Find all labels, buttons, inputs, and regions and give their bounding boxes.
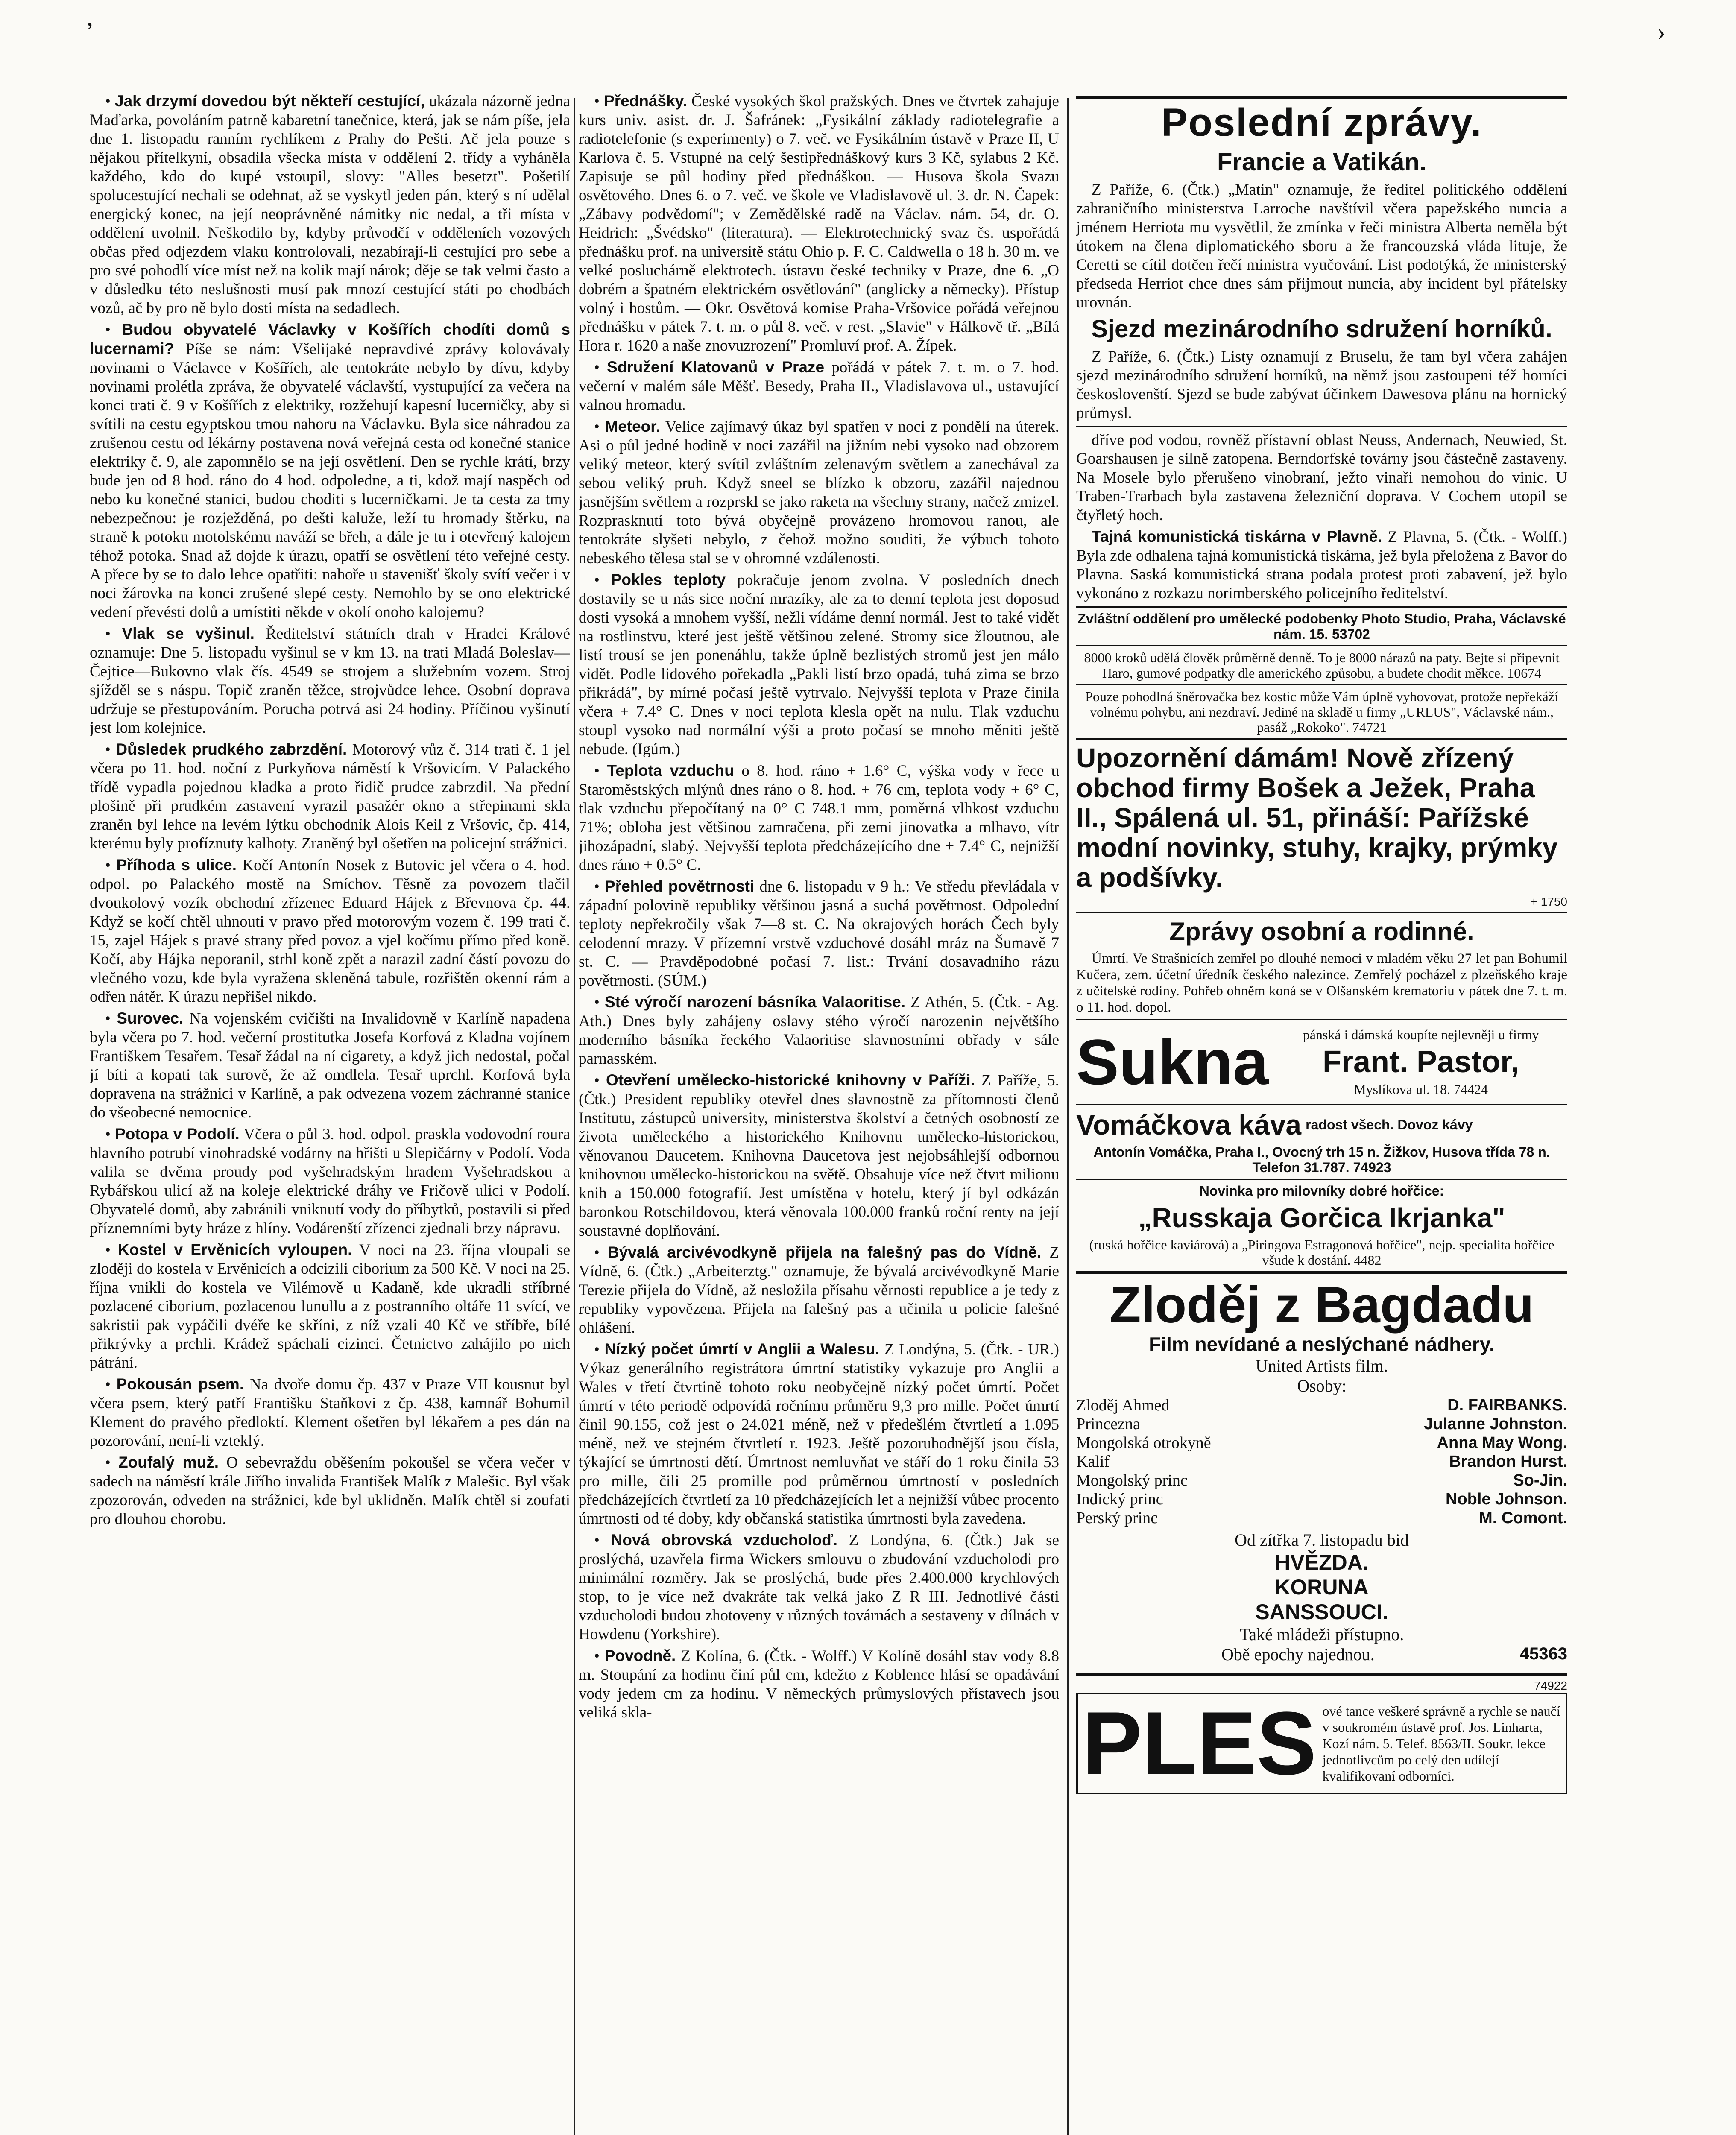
cast-actor: So-Jin. [1513, 1471, 1567, 1489]
column-rule-1 [574, 98, 575, 2135]
cast-actor: Noble Johnson. [1446, 1490, 1567, 1508]
news-item-text: Píše se nám: Všelijaké nepravdivé zprávy kolovávaly novinami o Václavce v Košířích, ale tentokráte nebylo by dívu, kdyby novinami prolétla zpráva, že obyvatelé václavští, vystupující za večera na konci trati č. 9 v Košířích z elektriky, rozžehují kapesní lucerničky, aby si svítili na cestu egyptskou tmou nahoru na Václavku. Byla sice náhradou za zrušenou cestu od lékárny postavena nová veřejná cesta od konečné stanice elektriky č. 9, ale zapomnělo se na její osvětlení. Den se rychle krátí, brzy bude jen od 8 hod. ráno do 4 hod. odpoledne, a ti, kdož mají naspěch od nebo ku konečné stanici, budou choditi s lucerničkami. Je ta cesta za tmy nebezpečnou: je rozježděná, po dešti kaluže, leží tu hromady štěrku, na straně k potoku motolskému naváží se břeh, a dále je tu i otevřený kalojem téhož potoka. Snad až dojde k úrazu, opatří se osvětlení této veřejné cesty. A přece by se to dalo lehce opatřiti: nahoře u stavenišť školy svítí večer i v noci žárovka na konci zrušené slepé cesty. Nemohlo by se ono elektrické vedení převésti dolů a umístiti někde v okolí onoho kalojemu? [90, 340, 570, 621]
cast-role: Kalif [1076, 1453, 1110, 1471]
cast-row [1076, 1396, 1567, 1415]
news-item-text: Kočí Antonín Nosek z Butovic jel včera o 4. hod. odpol. po Palackého mostě na Smíchov. Těsně za povozem tlačil dvoukolový vozík obchodní zřízenec Eduard Hájek z Břevnova čp. 44. Když se kočí chtěl uhnouti v pravo před motorovým vozem č. 199 trati č. 15, zajel Hájek s pravé strany před povoz a vjel kočímu přímo před koně. Kočí, aby Hájka neporanil, strhl koně zpět a narazil zadní částí povozu do vlečného vozu, kde byla vyražena skleněná tabule, rozřištěn okenní rám a odřen nátěr. K úrazu nepřišel nikdo. [90, 857, 570, 1006]
divider [1076, 606, 1567, 608]
news-item-heading: Otevření umělecko-historické knihovny v Paříži. [606, 1071, 975, 1089]
news-item: • Pokles teploty pokračuje jenom zvolna. V posledních dnech dostavily se u nás sice noční mrazíky, ale za to denní teplota jest doposud dosti vysoká a mnohem vyšší, nežli vídáme denní normál. Jest to také vidět na rostlinstvu, které jest ještě většinou zelené. Stromy sice žloutnou, ale listí trousí se jen ponenáhlu, takže úplně bezlistých stromů jest jen málo vidět. Podle lidového pořekadla „Pakli listí brzo opadá, tuhá zima se brzo přikrádá", by mírné počasí ještě vytrvalo. Nejvyšší teplota v Praze činila včera + 7.4° C. Dnes v noci teplota klesla opět na nulu. Tlak vzduchu stoupl vysoko nad normální výši a proto počasí se mnoho měniti ještě nebude. (Igúm.) [579, 571, 1059, 758]
ad-haro-number: 10674 [1507, 665, 1542, 681]
story-plauen [1076, 527, 1567, 603]
ad-ples-word: PLES [1082, 1693, 1317, 1793]
divider [1076, 1271, 1567, 1274]
news-section-title: Poslední zprávy. [1161, 101, 1482, 144]
story-title-miners: Sjezd mezinárodního sdružení horníků. [1091, 315, 1552, 343]
news-item: • Důsledek prudkého zabrzdění. Motorový vůz č. 314 trati č. 1 jel včera po 11. hod. noční z Purkyňova náměstí k Vršovicím. V Palackého třídě vypadla pojednou kladka a proto řidič prudce zabrzdil. Na přední plošině při prudkém zastavení vyrazil pasažér okno a střepinami skla zraněn byl lehce na levém lýtku obchodník Alois Keil z Vršovic, čp. 414, kterému byly profíznuty kalhoty. Zraněný byl ošetřen na policejní strážnici. [90, 740, 570, 852]
ad-photo-text: Zvláštní oddělení pro umělecké podobenky Photo Studio, Praha, Václavské nám. 15. [1077, 611, 1566, 642]
ad-kava-addr [1076, 1144, 1567, 1175]
news-item: • Vlak se vyšinul. Ředitelství státních drah v Hradci Králové oznamuje: Dne 5. listopadu vyšinul se v km 13. na trati Mladá Boleslav—Čejtice—Bukovno vlak čís. 4549 se strojem a služebním vozem. Stroj sjížděl se s náspu. Topič zraněn těžce, strojvůdce lehce. Osobní doprava udržuje se přestupováním. Porucha potrvá asi 24 hodiny. Příčinou vyšinutí jest lom kolejnice. [90, 625, 570, 737]
ad-photo [1076, 611, 1567, 642]
news-item-heading: Jak drzymí dovedou být někteří cestující, [115, 92, 425, 110]
news-item-heading: Zoufalý muž. [118, 1454, 219, 1471]
cast-role: Mongolský princ [1076, 1471, 1188, 1489]
cast-row [1076, 1490, 1567, 1509]
corner-mark-right: › [1657, 18, 1666, 46]
column-middle [579, 92, 1059, 2135]
film-cast-list [1076, 1396, 1567, 1527]
film-subtitle: Film nevídané a neslýchané nádhery. [1149, 1333, 1495, 1355]
film-date: Od zítřka 7. listopadu bid [1235, 1530, 1409, 1550]
ad-gorcica-bottom [1076, 1237, 1567, 1268]
cast-row [1076, 1415, 1567, 1433]
film-note-2: Obě epochy najednou. [1221, 1645, 1375, 1664]
cast-actor: Anna May Wong. [1437, 1434, 1567, 1452]
ad-sukna-word: Sukna [1076, 1026, 1269, 1098]
divider [1076, 1019, 1567, 1020]
news-item-heading: Meteor. [605, 418, 660, 435]
news-item-text: Motorový vůz č. 314 trati č. 1 jel včera po 11. hod. noční z Purkyňova náměstí k Vršovicím. V Palackého třídě vypadla pojednou kladka a proto řidič prudce zabrzdil. Na přední plošině při prudkém zastavení vyrazil pasažér okno a střepinami skla zraněn byl lehce na levém lýtku obchodník Alois Keil z Vršovic, čp. 414, kterému byly profíznuty kalhoty. Zraněný byl ošetřen na policejní strážnici. [90, 741, 570, 852]
news-item-heading: Teplota vzduchu [607, 762, 734, 779]
ad-kava-addr-text: Antonín Vomáčka, Praha I., Ovocný trh 15 n. Žižkov, Husova třída 78 n. Telefon 31.787. [1093, 1144, 1550, 1175]
news-item-text: Na dvoře domu čp. 437 v Praze VII kousnut byl včera psem, který patří Františku Staňkovi z čp. 438, kamnář Bohumil Klement do pravého předloktí. Klement ošetřen byl lékařem a pes dán na pozorování, není-li vzteklý. [90, 1376, 570, 1450]
news-item-text: Z Vídně, 6. (Čtk.) „Arbeiterztg." oznamuje, že bývalá arcivévodkyně Marie Terezie přijela do Vídně, až nesložila přísahu věrnosti republice a je tedy z republiky vypovězena. Přijela na falešný pas a učinila u policie falešné ohlášení. [579, 1244, 1059, 1337]
ad-kava [1076, 1108, 1567, 1141]
story-text-miners: Z Paříže, 6. (Čtk.) Listy oznamují z Bruselu, že tam byl včera zahájen sjezd mezinárodního sdružení horníků, na němž jsou zastoupeni též horníci českoslovenští. Sjezd se bude zabývat účinkem Dawesova plánu na hornický průmysl. [1076, 348, 1567, 422]
cast-role: Princezna [1076, 1415, 1140, 1433]
divider [1076, 1179, 1567, 1180]
news-item-heading: Sté výročí narození básníka Valaoritise. [604, 993, 906, 1011]
ad-corset-number: 74721 [1352, 719, 1387, 735]
news-item: • Bývalá arcivévodkyně přijela na falešný pas do Vídně. Z Vídně, 6. (Čtk.) „Arbeiterztg." oznamuje, že bývalá arcivévodkyně Marie Terezie přijela do Vídně, až nesložila přísahu věrnosti republice a je tedy z republiky vypovězena. Přijela na falešný pas a učinila u policie falešné ohlášení. [579, 1243, 1059, 1337]
cinema-name: SANSSOUCI. [1255, 1600, 1388, 1624]
divider [1076, 1673, 1567, 1676]
news-item: • Nízký počet úmrtí v Anglii a Walesu. Z Londýna, 5. (Čtk. - UR.) Výkaz generálního registrátora úmrtní statistiky vykazuje pro Anglii a Wales v třetí čtvrtině tohoto roku neobyčejně nízký počet úmrtí. Počet úmrtí v této periodě odpovídá ročnímu průměru 9,3 pro mille. Počet úmrtí činil 90.155, což jest o 24.021 méně, než v předešlém čtvrtletí a 1.095 méně, než ve stejném čtvrtletí r. 1923. Ještě pozoruhodnější jsou čísla, týkající se úmrtnosti dětí. Úmrtnost nemluvňat ve stáří do 1 roku činila 53 pro mille, čili 25 promille pod průměrnou úmrtností v posledních předcházejících čtvrtletí za 10 předcházejících let a nejnižší vůbec procento úmrtnosti od té doby, kdy občanská statistika úmrtnosti byla zavedena. [579, 1340, 1059, 1527]
news-item-heading: Sdružení Klatovanů v Praze [607, 358, 825, 376]
news-item-heading: Budou obyvatelé Václavky v Košířích chodíti domů s lucernami? [90, 321, 570, 357]
story-title-vatican: Francie a Vatikán. [1217, 148, 1427, 176]
divider [1076, 738, 1567, 740]
personal-title: Zprávy osobní a rodinné. [1169, 917, 1474, 946]
cast-row [1076, 1433, 1567, 1452]
divider [1076, 912, 1567, 913]
personal-text: Úmrtí. Ve Strašnicích zemřel po dlouhé nemoci v mladém věku 27 let pan Bohumil Kučera, zem. účetní úředník českého nalezince. Zemřelý pocházel z plzeňského kraje z učitelské rodiny. Pohřeb ohněm koná se v Olšanském krematoriu v pátek dne 7. t. m. o 11. hod. dopol. [1076, 951, 1567, 1015]
cast-row [1076, 1509, 1567, 1527]
news-item-text: Ředitelství státních drah v Hradci Králové oznamuje: Dne 5. listopadu vyšinul se v km 13. na trati Mladá Boleslav—Čejtice—Bukovno vlak čís. 4549 se strojem a služebním vozem. Stroj sjížděl se s náspu. Topič zraněn těžce, strojvůdce lehce. Osobní doprava udržuje se přestupováním. Porucha potrvá asi 24 hodiny. Příčinou vyšinutí jest lom kolejnice. [90, 625, 570, 737]
cast-role: Zloděj Ahmed [1076, 1396, 1170, 1414]
cast-actor: Julanne Johnston. [1424, 1415, 1567, 1433]
film-title: Zloděj z Bagdadu [1110, 1276, 1534, 1334]
ad-kava-name: Vomáčkova káva [1076, 1109, 1302, 1141]
ad-gorcica-top: Novinka pro milovníky dobré hořčice: [1199, 1183, 1444, 1199]
ad-sukna-side: pánská i dámská koupíte nejlevněji u firmy [1303, 1027, 1539, 1042]
news-item-heading: Přehled povětrnosti [605, 877, 755, 895]
film-note-row [1076, 1644, 1567, 1664]
cast-actor: Brandon Hurst. [1449, 1453, 1567, 1471]
news-item-heading: Nová obrovská vzducholoď. [611, 1531, 838, 1549]
ad-corset-text: Pouze pohodlná šněrovačka bez kostic může Vám úplně vyhovovat, protože nepřekáží volnému pohybu, ani nezdraví. Jediné na skladě u firmy „URLUS", Václavské nám., pasáž „Rokoko". [1085, 689, 1558, 735]
news-item-text: o 8. hod. ráno + 1.6° C, výška vody v řece u Staroměstských mlýnů dnes ráno o 8. hod. + 76 cm, teplota vody + 6° C, tlak vzduchu přepočítaný na 0° C 748.1 mm, poměrná vlhkost vzduchu 71%; obloha jest většinou zamračena, při zemi jinovatka a mlhavo, vítr jihozápadní, slabý. Nejvyšší teplota předcházejícího dne + 7.4° C, nejnižší dnes ráno + 0.5° C. [579, 762, 1059, 874]
ad-ples [1076, 1693, 1567, 1794]
news-item-heading: Důsledek prudkého zabrzdění. [116, 740, 347, 758]
flood-continued: dříve pod vodou, rovněž přístavní oblast Neuss, Andernach, Neuwied, St. Goarshausen je silně zatopena. Berndorfské továrny jsou částečně zastaveny. Na Mosele bylo přerušeno vinobraní, ježto vinaři nemohou do vinic. U Traben-Trarbach byla zastavena železniční doprava. V Cochem utopil se čtyřletý hoch. [1076, 431, 1567, 524]
news-item-heading: Pokousán psem. [116, 1375, 244, 1393]
news-item: • Přednášky. České vysokých škol pražských. Dnes ve čtvrtek zahajuje kurs univ. asist. dr. J. Šafránek: „Fysikální základy radiotelegrafie a radiotelefonie (s experimenty) o 7. več. ve Fysikálním ústavě v Praze II, U Karlova č. 5. Vstupné na celý šestipřednáškový kurs 3 Kč, sylabus 2 Kč. Zapisuje se půl hodiny před přednáškou. — Husova škola Svazu osvětového. Dnes 6. o 7. več. ve škole ve Vladislavově ul. 3. dr. N. Čapek: „Zábavy podvědomí"; v Zemědělské radě na Václav. nám. 54, dr. O. Heidrich: „Švédsko" (literatura). — Elektrotechnický svaz čs. uspořádá přednášku prof. na universitě státu Ohio p. F. C. Caldwella o 18 h. 30 m. ve velké posluchárně elektrotech. ústavu české techniky v Praze, dne 6. „O dobrém a špatném elektrickém osvětlování" (anglicky a německy). Přístup volný i hostům. — Okr. Osvětová komise Praha-Vršovice pořádá veřejnou přednášku v pátek 7. t. m. o půl 8. več. v rest. „Slavie" v Hálkově tř. „Bílá Hora r. 1620 a naše znovuzrození" Promluví prof. A. Žípek. [579, 92, 1059, 354]
divider [1076, 684, 1567, 685]
news-item-heading: Bývalá arcivévodkyně přijela na falešný pas do Vídně. [607, 1243, 1042, 1261]
cinema-name: HVĚZDA. [1275, 1550, 1369, 1574]
top-rule [1076, 96, 1567, 99]
ad-gorcica-bottom-text: (ruská hořčice kaviárová) a „Piringova Estragonová hořčice", nejp. specialita hořčice všude k dostání. [1089, 1237, 1554, 1268]
news-item: • Budou obyvatelé Václavky v Košířích chodíti domů s lucernami? Píše se nám: Všelijaké nepravdivé zprávy kolovávaly novinami o Václavce v Košířích, ale tentokráte nebylo by dívu, kdyby novinami prolétla zpráva, že obyvatelé václavští, vystupující za večera na konci trati č. 9 v Košířích z elektriky, rozžehují kapesní lucerničky, aby si svítili na cestu egyptskou tmou nahoru na Václavku. Byla sice náhradou za zrušenou cestu od lékárny postavena nová veřejná cesta od konečné stanice elektriky č. 9, ale zapomnělo se na její osvětlení. Den se rychle krátí, brzy bude jen od 8 hod. ráno do 4 hod. odpoledne, a ti, kdož mají naspěch od nebo ku konečné stanici, budou choditi s lucerničkami. Je ta cesta za tmy nebezpečnou: je rozježděná, po dešti kaluže, leží tu hromady štěrku, na straně k potoku motolskému naváží se břeh, a dále je tu i otevřený kalojem téhož potoka. Snad až dojde k úrazu, opatří se osvětlení této veřejné cesty. A přece by se to dalo lehce opatřiti: nahoře u stavenišť školy svítí večer i v noci žárovka na konci zrušené slepé cesty. Nemohlo by se ono elektrické vedení převésti dolů a umístiti někde v okolí onoho kalojemu? [90, 321, 570, 621]
column-rule-2 [1067, 98, 1069, 2135]
news-item: • Surovec. Na vojenském cvičišti na Invalidovně v Karlíně napadena byla včera po 7. hod. večerní prostitutka Josefa Korfová z Kladna vojínem Františkem Tesařem. Tesař žádal na ní cigarety, a když jich nedostal, počal jí bíti a kopati tak surově, že až omdlela. Tesař uprchl. Korfová byla dopravena na strážnici v Karlíně, a pak odvezena vozem záchranné stanice do všeobecné nemocnice. [90, 1009, 570, 1121]
news-item-text: V noci na 23. října vloupali se zloději do kostela v Ervěnicích a odcizili ciborium za 500 Kč. V noci na 25. října vnikli do kostela ve Vilémově u Kadaně, kde ukradli stříbrné pozlacené ciborium, pozlacenou lunullu a z postranního oltáře 11 svící, ve sakristii pak vypáčili dvéře ke skříni, z níž vzali 40 Kč ve stříbře, bílé přikrývky a prchli. Krádež spáchali cizinci. Četnictvo zahájilo po nich pátrání. [90, 1241, 570, 1372]
news-item-text: Z Londýna, 5. (Čtk. - UR.) Výkaz generálního registrátora úmrtní statistiky vykazuje pro Anglii a Wales v třetí čtvrtině tohoto roku neobyčejně nízký počet úmrtí. Počet úmrtí v této periodě odpovídá ročnímu průměru 9,3 pro mille. Počet úmrtí činil 90.155, což jest o 24.021 méně, než v předešlém čtvrtletí a 1.095 méně, než ve stejném čtvrtletí r. 1923. Ještě pozoruhodnější jsou čísla, týkající se úmrtnosti dětí. Úmrtnost nemluvňat ve stáří do 1 roku činila 53 pro mille, čili 25 promille pod průměrnou úmrtností v posledních předcházejících čtvrtletí za 10 předcházejících let a nejnižší vůbec procento úmrtnosti od té doby, kdy občanská statistika úmrtnosti byla zavedena. [579, 1341, 1059, 1527]
film-cast-label: Osoby: [1297, 1376, 1347, 1395]
cinema-name: KORUNA [1275, 1575, 1369, 1599]
film-studio: United Artists film. [1256, 1356, 1388, 1375]
news-item-heading: Vlak se vyšinul. [122, 625, 255, 642]
story-plauen-heading: Tajná komunistická tiskárna v Plavně. [1092, 528, 1382, 545]
story-text-vatican: Z Paříže, 6. (Čtk.) „Matin" oznamuje, že ředitel politického oddělení zahraničního ministerstva Larroche navštívil včera papežského nuncia a jménem Herriota mu vysvětlil, že zmínka v řeči ministra Alberta neměla být útokem na člena diplomatického sboru a že francouzská vláda lituje, že Ceretti se cítil dotčen řečí ministra vyučování. List podotýká, že ministerský předseda Herriot chce dnes sám přijmout nuncia, aby incident byl přátelsky urovnán. [1076, 181, 1567, 311]
news-item: • Teplota vzduchu o 8. hod. ráno + 1.6° C, výška vody v řece u Staroměstských mlýnů dnes ráno o 8. hod. + 76 cm, teplota vody + 6° C, tlak vzduchu přepočítaný na 0° C 748.1 mm, poměrná vlhkost vzduchu 71%; obloha jest většinou zamračena, při zemi jinovatka a mlhavo, vítr jihozápadní, slabý. Nejvyšší teplota předcházejícího dne + 7.4° C, nejnižší dnes ráno + 0.5° C. [579, 762, 1059, 874]
news-item: • Otevření umělecko-historické knihovny v Paříži. Z Paříže, 5. (Čtk.) President republiky otevřel dnes slavnostně za přítomnosti členů Institutu, zástupců university, ministerstva školství a četných osobností ze života uměleckého a historického Knihovnu umělecko-historickou, věnovanou Daucetem. Knihovna Daucetova jest nejobsáhlejší odbornou knihovnou umělecko-historickou na světě. Obsahuje více než čtvrt milionu knih a 150.000 fotografií. Jest umístěna v hotelu, který jí byl odkázán baronkou Rotschildovou, která věnovala 100.000 franků roční renty na její soustavné doplňování. [579, 1071, 1059, 1240]
news-item-text: ukázala názorně jedna Maďarka, povoláním patrně kabaretní tanečnice, která, jak se nám píše, jela dne 1. listopadu ranním rychlíkem z Prahy do Pešti. Ač jela pouze s nějakou přítelkyní, obsadila všecka místa v oddělení 2. třídy a vyháněla každého, kdo do kupé vstoupil, slovy: "Alles besetzt". Pošetilí spolucestující nechali se odehnat, až se vyskytl jeden pán, který s ní udělal energický konec, na její neoprávněné námitky nic nedal, a tři místa v oddělení uvolnil. Neškodilo by, kdyby průvodčí v odděleních vozových občas před odjezdem vlaku kontrolovali, nezabírají-li cestující pro sebe a pro své pohodlí více míst než na kolik mají nárok; děje se tak velmi často a v důsledku této neslušnosti musí pak mnozí cestující státi po chodbách vozů, ač by pro ně bylo dosti místa na sedadlech. [90, 93, 570, 317]
ad-gorcica-name: „Russkaja Gorčica Ikrjanka" [1138, 1202, 1505, 1233]
news-item-text: Velice zajímavý úkaz byl spatřen v noci z pondělí na úterek. Asi o půl jedné hodině v noci zazářil na jižním nebi vysoko nad obzorem veliký meteor, který svítil zvláštním zelenavým světlem a zanechával za sebou veliký pruh. Když sneel se blízko k obzoru, zazářil najednou jasnějším světlem a rozprskl se jako raketa na všechny strany, načež zmizel. Rozprasknutí toto bývá obyčejně provázeno hromovou ranou, ale tentokráte slyšeti nebylo, z čehož možno souditi, že výbuch tohoto nebeského tělesa stal se v ohromné vzdálenosti. [579, 418, 1059, 567]
cast-role: Mongolská otrokyně [1076, 1434, 1211, 1452]
news-item-heading: Surovec. [117, 1009, 184, 1027]
cast-row [1076, 1452, 1567, 1471]
news-item-text: Z Kolína, 6. (Čtk. - Wolff.) V Kolíně dosáhl stav vody 8.8 m. Stoupání za hodinu činí půl cm, kdežto z Koblence hlásí se opadávání vody jedem cm za hodinu. V německých průmyslových přístavech jsou veliká skla- [579, 1647, 1059, 1721]
news-item: • Příhoda s ulice. Kočí Antonín Nosek z Butovic jel včera o 4. hod. odpol. po Palackého mostě na Smíchov. Těsně za povozem tlačil dvoukolový vozík obchodní zřízenec Eduard Hájek z Břevnova čp. 44. Když se kočí chtěl uhnouti v pravo před motorovým vozem č. 199 trati č. 15, zajel Hájek s pravé strany před povoz a vjel kočímu přímo před koně. Kočí, aby Hájka neporanil, strhl koně zpět a narazil zadní částí povozu do vlečného vozu, kde byla vyražena skleněná tabule, rozřištěn okenní rám a odřen nátěr. K úrazu nepřišel nikdo. [90, 856, 570, 1006]
film-number: 45363 [1519, 1644, 1567, 1663]
news-item: • Potopa v Podolí. Včera o půl 3. hod. odpol. praskla vodovodní roura hlavního potrubí vinohradské vodárny na hřišti u Slepičárny v Podolí. Voda valila se dvěma proudy pod vyšehradským hradem Vyšehradskou a Rybářskou ulicí až na koleje elektrické dráhy ve Fričově ulici v Podolí. Obyvatelé domů, aby zabránili vniknutí vody do příbytků, postavili si před příznemními byty hráze z hlíny. Vodárenští zřízenci zjednali brzy nápravu. [90, 1125, 570, 1237]
cast-actor: D. FAIRBANKS. [1447, 1396, 1567, 1414]
divider [1076, 645, 1567, 646]
corner-mark-left: ʼ [85, 18, 94, 46]
news-item-text: pořádá v pátek 7. t. m. o 7. hod. večerní v malém sále Měšť. Besedy, Praha II., Vladislavova ul., ustavující valnou hromadu. [579, 359, 1059, 414]
cast-role: Indický princ [1076, 1490, 1163, 1508]
news-item-heading: Nízký počet úmrtí v Anglii a Walesu. [604, 1340, 880, 1358]
news-item-text: pokračuje jenom zvolna. V posledních dnech dostavily se u nás sice noční mrazíky, ale za to denní teplota jest doposud dosti vysoká a mnohem vyšší, nežli vídáme denní normál. Jest to také vidět na rostlinstvu, které jest ještě většinou zelené. Stromy sice žloutnou, ale listí trousí se jen ponenáhlu, takže úplně bezlistých stromů jest jen málo vidět. Podle lidového pořekadla „Pakli listí brzo opadá, tuhá zima se brzo přikrádá", by mírné počasí ještě vytrvalo. Nejvyšší teplota v Praze činila včera + 7.4° C. Dnes v noci teplota klesla opět na nulu. Tlak vzduchu stoupl vysoko nad normální výši a proto počasí se mnoho měniti ještě nebude. (Igúm.) [579, 571, 1059, 758]
film-cinemas [1076, 1550, 1567, 1624]
news-item: • Sté výročí narození básníka Valaoritise. Z Athén, 5. (Čtk. - Ag. Ath.) Dnes byly zahájeny oslavy stého výročí narozenin největšího moderního básníka řeckého Valaoritise slavnostními obřady v sále parnasském. [579, 993, 1059, 1068]
news-item-text: České vysokých škol pražských. Dnes ve čtvrtek zahajuje kurs univ. asist. dr. J. Šafránek: „Fysikální základy radiotelegrafie a radiotelefonie (s experimenty) o 7. več. ve Fysikálním ústavě v Praze II, U Karlova č. 5. Vstupné na celý šestipřednáškový kurs 3 Kč, sylabus 2 Kč. Zapisuje se půl hodiny před přednáškou. — Husova škola Svazu osvětového. Dnes 6. o 7. več. ve škole ve Vladislavově ul. 3. dr. N. Čapek: „Zábavy podvědomí"; v Zemědělské radě na Václav. nám. 54, dr. O. Heidrich: „Švédsko" (literatura). — Elektrotechnický svaz čs. uspořádá přednášku prof. na universitě státu Ohio p. F. C. Caldwella o 18 h. 30 m. ve velké posluchárně elektrotech. ústavu české techniky v Praze, dne 6. „O dobrém a špatném elektrickém osvětlování" (anglicky a německy). Přístup volný i hostům. — Okr. Osvětová komise Praha-Vršovice pořádá veřejnou přednášku v pátek 7. t. m. o půl 8. več. v rest. „Slavie" v Hálkově tř. „Bílá Hora r. 1620 a naše znovuzrození" Promluví prof. A. Žípek. [579, 93, 1059, 354]
news-item-text: Z Londýna, 6. (Čtk.) Jak se proslýchá, uzavřela firma Wickers smlouvu o zbudování vzducholodi pro minimální rozměry. Jak se proslýchá, bude přes 2.400.000 krychlových stop, to je více než dvakráte tak velká jako Z R III. Jednotlivé části vzducholodi budou zhotoveny v různých továrnách a sestaveny v dílnách v Howdenu (Yorkshire). [579, 1532, 1059, 1643]
ad-ples-text: ové tance veškeré správně a rychle se naučí v soukromém ústavě prof. Jos. Linharta, Kozí nám. 5. Telef. 8563/II. Soukr. lekce jednotlivcům po celý den udílejí kvalifikovaní odborníci. [1322, 1703, 1560, 1784]
divider [1076, 1104, 1567, 1105]
news-item: • Pokousán psem. Na dvoře domu čp. 437 v Praze VII kousnut byl včera psem, který patří Františku Staňkovi z čp. 438, kamnář Bohumil Klement do pravého předloktí. Klement ošetřen byl lékařem a pes dán na pozorování, není-li vzteklý. [90, 1375, 570, 1450]
ad-haro [1076, 650, 1567, 681]
film-note-1: Také mládeži přístupno. [1239, 1625, 1404, 1644]
column-left [90, 92, 570, 2135]
news-item: • Zoufalý muž. O sebevraždu oběšením pokoušel se včera večer v sadech na náměstí krále Jiřího invalida František Malík z Malešic. Byl však zpozorován, odveden na strážnici, kde byl uklidněn. Malík chtěl si zoufati pro dlouhou chorobu. [90, 1454, 570, 1528]
news-item-text: Z Paříže, 5. (Čtk.) President republiky otevřel dnes slavnostně za přítomnosti členů Institutu, zástupců university, ministerstva školství a četných osobností ze života uměleckého a historického Knihovnu umělecko-historickou, věnovanou Daucetem. Knihovna Daucetova jest nejobsáhlejší odbornou knihovnou umělecko-historickou na světě. Obsahuje více než čtvrt milionu knih a 150.000 fotografií. Jest umístěna v hotelu, který jí byl odkázán baronkou Rotschildovou, která věnovala 100.000 franků roční renty na její soustavné doplňování. [579, 1072, 1059, 1240]
news-item: • Kostel v Ervěnicích vyloupen. V noci na 23. října vloupali se zloději do kostela v Ervěnicích a odcizili ciborium za 500 Kč. V noci na 25. října vnikli do kostela ve Vilémově u Kadaně, kde ukradli stříbrné pozlacené ciborium, pozlacenou lunullu a z postranního oltáře 11 svící, ve sakristii pak vypáčili dvéře ke skříni, z níž vzali 40 Kč ve stříbře, bílé přikrývky a prchli. Krádež spáchali cizinci. Četnictvo zahájilo po nich pátrání. [90, 1241, 570, 1372]
news-item-heading: Příhoda s ulice. [116, 856, 237, 874]
ad-bosek-jezek: Upozornění dámám! Nově zřízený obchod firmy Bošek a Ježek, Praha II., Spálená ul. 51, přináší: Pařížské modní novinky, stuhy, krajky, prýmky a podšívky. [1076, 743, 1558, 893]
news-item-text: Z Athén, 5. (Čtk. - Ag. Ath.) Dnes byly zahájeny oslavy stého výročí narozenin největšího moderního básníka řeckého Valaoritise slavnostními obřady v sále parnasském. [579, 994, 1059, 1068]
ad-kava-side: radost všech. Dovoz kávy [1306, 1117, 1473, 1132]
ad-bosek-number: + 1750 [1530, 895, 1567, 908]
news-item-heading: Přednášky. [604, 92, 687, 110]
cast-actor: M. Comont. [1479, 1509, 1567, 1527]
news-item: • Jak drzymí dovedou být někteří cestující, ukázala názorně jedna Maďarka, povoláním patrně kabaretní tanečnice, která, jak se nám píše, jela dne 1. listopadu ranním rychlíkem z Prahy do Pešti. Ač jela pouze s nějakou přítelkyní, obsadila všecka místa v oddělení 2. třídy a vyháněla každého, kdo do kupé vstoupil, slovy: "Alles besetzt". Pošetilí spolucestující nechali se odehnat, až se vyskytl jeden pán, který s ní udělal energický konec, na její neoprávněné námitky nic nedal, a tři místa v oddělení uvolnil. Neškodilo by, kdyby průvodčí v odděleních vozových občas před odjezdem vlaku kontrolovali, nezabírají-li cestující pro sebe a pro své pohodlí více míst než na kolik mají nárok; děje se tak velmi často a v důsledku této neslušnosti musí pak mnozí cestující státi po chodbách vozů, ač by pro ně bylo dosti místa na sedadlech. [90, 92, 570, 317]
news-item-text: Na vojenském cvičišti na Invalidovně v Karlíně napadena byla včera po 7. hod. večerní prostitutka Josefa Korfová z Kladna vojínem Františkem Tesařem. Tesař žádal na ní cigarety, a když jich nedostal, počal jí bíti a kopati tak surově, že až omdlela. Tesař uprchl. Korfová byla dopravena na strážnici v Karlíně, a pak odvezena vozem záchranné stanice do všeobecné nemocnice. [90, 1010, 570, 1121]
column-right [1076, 92, 1567, 2135]
news-item: • Nová obrovská vzducholoď. Z Londýna, 6. (Čtk.) Jak se proslýchá, uzavřela firma Wickers smlouvu o zbudování vzducholodi pro minimální rozměry. Jak se proslýchá, bude přes 2.400.000 krychlových stop, to je více než dvakráte tak velká jako Z R III. Jednotlivé části vzducholodi budou zhotoveny v různých továrnách a sestaveny v dílnách v Howdenu (Yorkshire). [579, 1531, 1059, 1643]
news-item-heading: Potopa v Podolí. [115, 1125, 240, 1143]
news-item: • Povodně. Z Kolína, 6. (Čtk. - Wolff.) V Kolíně dosáhl stav vody 8.8 m. Stoupání za hodinu činí půl cm, kdežto z Koblence hlásí se opadávání vody jedem cm za hodinu. V německých průmyslových přístavech jsou veliká skla- [579, 1647, 1059, 1721]
news-item-text: O sebevraždu oběšením pokoušel se včera večer v sadech na náměstí krále Jiřího invalida František Malík z Malešic. Byl však zpozorován, odveden na strážnici, kde byl uklidněn. Malík chtěl si zoufati pro dlouhou chorobu. [90, 1454, 570, 1528]
divider [1076, 426, 1567, 427]
ad-photo-number: 53702 [1332, 626, 1370, 642]
news-item-heading: Kostel v Ervěnicích vyloupen. [118, 1241, 352, 1258]
news-item-text: dne 6. listopadu v 9 h.: Ve středu převládala v západní polovině republiky většinou jasná a suchá povětrnost. Odpolední teploty nepřekročily však 7—8 st. C. Na okrajových horách Čech byly celodenní mrazy. V přízemní vrstvě vzduchové dosáhl mráz na Šumavě 7 st. C. — Pravděpodobné počasí 7. list.: Trvání dosavadního rázu povětrnosti. (SÚM.) [579, 878, 1059, 989]
ad-gorcica-number: 4482 [1354, 1252, 1382, 1268]
news-item: • Meteor. Velice zajímavý úkaz byl spatřen v noci z pondělí na úterek. Asi o půl jedné hodině v noci zazářil na jižním nebi vysoko nad obzorem veliký meteor, který svítil zvláštním zelenavým světlem a zanechával za sebou veliký pruh. Když sneel se blízko k obzoru, zazářil najednou jasnějším světlem a rozprskl se jako raketa na všechny strany, načež zmizel. Rozprasknutí toto bývá obyčejně provázeno hromovou ranou, ale tentokráte slyšeti nebylo, z čehož možno souditi, že výbuch tohoto nebeského tělesa stal se v ohromné vzdálenosti. [579, 418, 1059, 567]
ad-sukna-name: Frant. Pastor, [1323, 1045, 1519, 1079]
news-item-heading: Povodně. [604, 1647, 676, 1664]
ad-sukna-addr [1274, 1082, 1567, 1097]
story-plauen-text: Z Plavna, 5. (Čtk. - Wolff.) Byla zde odhalena tajná komunistická tiskárna, jež byla přeložena z Bavor do Plavna. Saská komunistická strana podala protest proti zabavení, jež bylo vykonáno z rozkazu norimberského policejního ředitelství. [1076, 528, 1567, 602]
ad-sukna-addr-text: Myslíkova ul. 18. [1354, 1082, 1450, 1097]
ad-kava-number: 74923 [1353, 1160, 1391, 1175]
ad-sukna [1076, 1024, 1567, 1100]
cast-role: Perský princ [1076, 1509, 1158, 1527]
news-item-text: Včera o půl 3. hod. odpol. praskla vodovodní roura hlavního potrubí vinohradské vodárny na hřišti u Slepičárny v Podolí. Voda valila se dvěma proudy pod vyšehradským hradem Vyšehradskou a Rybářskou ulicí až na koleje elektrické dráhy ve Fričově ulici v Podolí. Obyvatelé domů, aby zabránili vniknutí vody do příbytků, postavili si před příznemními byty hráze z hlíny. Vodárenští zřízenci zjednali brzy nápravu. [90, 1126, 570, 1237]
news-item: • Sdružení Klatovanů v Praze pořádá v pátek 7. t. m. o 7. hod. večerní v malém sále Měšť. Besedy, Praha II., Vladislavova ul., ustavující valnou hromadu. [579, 358, 1059, 414]
ad-corset [1076, 689, 1567, 735]
ad-sukna-number: 74424 [1453, 1082, 1488, 1097]
ad-haro-text: 8000 kroků udělá člověk průměrně denně. To je 8000 nárazů na paty. Bejte si připevnit Haro, gumové podpatky dle amerického způsobu, a budete chodit měkce. [1084, 650, 1560, 681]
news-item: • Přehled povětrnosti dne 6. listopadu v 9 h.: Ve středu převládala v západní polovině republiky většinou jasná a suchá povětrnost. Odpolední teploty nepřekročily však 7—8 st. C. Na okrajových horách Čech byly celodenní mrazy. V přízemní vrstvě vzduchové dosáhl mráz na Šumavě 7 st. C. — Pravděpodobné počasí 7. list.: Trvání dosavadního rázu povětrnosti. (SÚM.) [579, 877, 1059, 989]
ples-number: 74922 [1534, 1679, 1567, 1692]
news-item-heading: Pokles teploty [611, 571, 726, 588]
cast-row [1076, 1471, 1567, 1490]
